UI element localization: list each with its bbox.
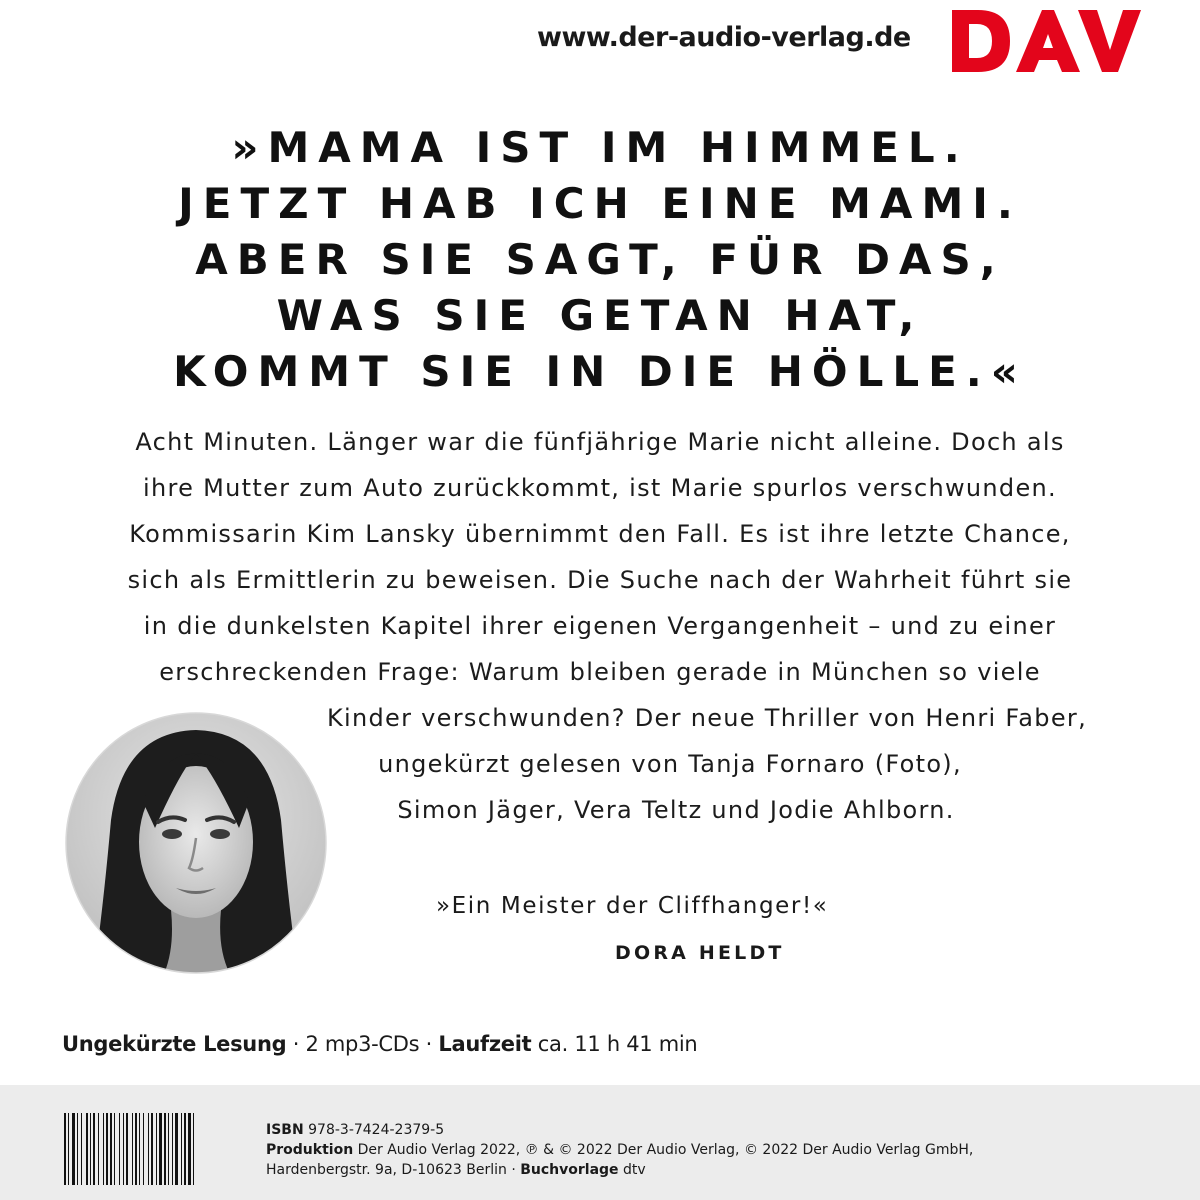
- synopsis-line: Kinder verschwunden? Der neue Thriller von Henri Faber,: [326, 704, 1088, 732]
- synopsis-line: in die dunkelsten Kapitel ihrer eigenen Vergangenheit – und zu einer: [143, 612, 1057, 640]
- format-label: Ungekürzte Lesung: [62, 1032, 287, 1056]
- praise-quote: »Ein Meister der Cliffhanger!«: [436, 893, 829, 919]
- barcode-bar: [172, 1113, 173, 1185]
- synopsis-line: Simon Jäger, Vera Teltz und Jodie Ahlborn.: [397, 796, 955, 824]
- barcode-bar: [159, 1113, 162, 1185]
- barcode-bar: [86, 1113, 88, 1185]
- format-detail: · 2 mp3-CDs ·: [286, 1032, 439, 1056]
- synopsis-line: Kommissarin Kim Lansky übernimmt den Fall. Es ist ihre letzte Chance,: [129, 520, 1071, 548]
- barcode-bar: [168, 1113, 169, 1185]
- barcode-bar: [175, 1113, 178, 1185]
- legal-info: [266, 1120, 973, 1180]
- production-value: Der Audio Verlag 2022, ℗ & © 2022 Der Audio Verlag, © 2022 Der Audio Verlag GmbH,: [353, 1142, 974, 1158]
- narrator-portrait: [63, 710, 329, 976]
- barcode-bar: [98, 1113, 99, 1185]
- barcode-bar: [156, 1113, 157, 1185]
- synopsis-line: ihre Mutter zum Auto zurückkommt, ist Marie spurlos verschwunden.: [143, 474, 1057, 502]
- source-label: Buchvorlage: [520, 1162, 619, 1178]
- publisher-url: www.der-audio-verlag.de: [537, 22, 911, 53]
- isbn-line: [266, 1120, 973, 1140]
- barcode-bar: [193, 1113, 194, 1185]
- quote-line: WAS SIE GETAN HAT,: [276, 291, 924, 340]
- barcode: [63, 1113, 245, 1185]
- barcode-bar: [132, 1113, 133, 1185]
- synopsis-line: ungekürzt gelesen von Tanja Fornaro (Foto),: [378, 750, 962, 778]
- logo-letter-d: [952, 10, 1010, 72]
- synopsis-line: sich als Ermittlerin zu beweisen. Die Suche nach der Wahrheit führt sie: [127, 566, 1073, 594]
- runtime-label: Laufzeit: [438, 1032, 532, 1056]
- barcode-bar: [143, 1113, 144, 1185]
- barcode-bar: [151, 1113, 153, 1185]
- barcode-bar: [90, 1113, 91, 1185]
- barcode-bar: [64, 1113, 66, 1185]
- praise-author: DORA HELDT: [615, 942, 785, 964]
- barcode-bar: [103, 1113, 104, 1185]
- address: Hardenbergstr. 9a, D-10623 Berlin ·: [266, 1162, 521, 1178]
- barcode-bar: [184, 1113, 186, 1185]
- source-value: dtv: [618, 1162, 646, 1178]
- production-label: Produktion: [266, 1142, 354, 1158]
- barcode-bar: [188, 1113, 191, 1185]
- barcode-bar: [68, 1113, 69, 1185]
- product-info: [62, 1032, 697, 1056]
- address-line: [266, 1160, 973, 1180]
- barcode-bar: [181, 1113, 182, 1185]
- dav-logo: [950, 8, 1142, 74]
- barcode-bar: [126, 1113, 128, 1185]
- barcode-bar: [77, 1113, 78, 1185]
- isbn-value: 978-3-7424-2379-5: [303, 1122, 445, 1138]
- quote-line: »MAMA IST IM HIMMEL.: [231, 123, 969, 172]
- headline-quote: [0, 120, 1200, 400]
- barcode-bar: [72, 1113, 75, 1185]
- quote-line: JETZT HAB ICH EINE MAMI.: [178, 179, 1022, 228]
- logo-letter-v: [1078, 10, 1141, 72]
- synopsis-line: Acht Minuten. Länger war die fünfjährige Marie nicht alleine. Doch als: [135, 428, 1065, 456]
- synopsis-line: erschreckenden Frage: Warum bleiben gerade in München so viele: [159, 658, 1041, 686]
- quote-line: ABER SIE SAGT, FÜR DAS,: [195, 235, 1005, 284]
- runtime-value: ca. 11 h 41 min: [531, 1032, 698, 1056]
- barcode-bar: [114, 1113, 115, 1185]
- barcode-bar: [135, 1113, 137, 1185]
- barcode-bar: [119, 1113, 120, 1185]
- barcode-bar: [139, 1113, 140, 1185]
- barcode-bar: [164, 1113, 166, 1185]
- logo-letter-a: [1016, 10, 1080, 72]
- barcode-bar: [81, 1113, 82, 1185]
- barcode-bar: [148, 1113, 149, 1185]
- production-line: [266, 1140, 973, 1160]
- barcode-bar: [93, 1113, 95, 1185]
- barcode-bar: [106, 1113, 108, 1185]
- quote-line: KOMMT SIE IN DIE HÖLLE.«: [173, 347, 1027, 396]
- isbn-label: ISBN: [266, 1122, 304, 1138]
- barcode-bar: [123, 1113, 124, 1185]
- barcode-bar: [110, 1113, 112, 1185]
